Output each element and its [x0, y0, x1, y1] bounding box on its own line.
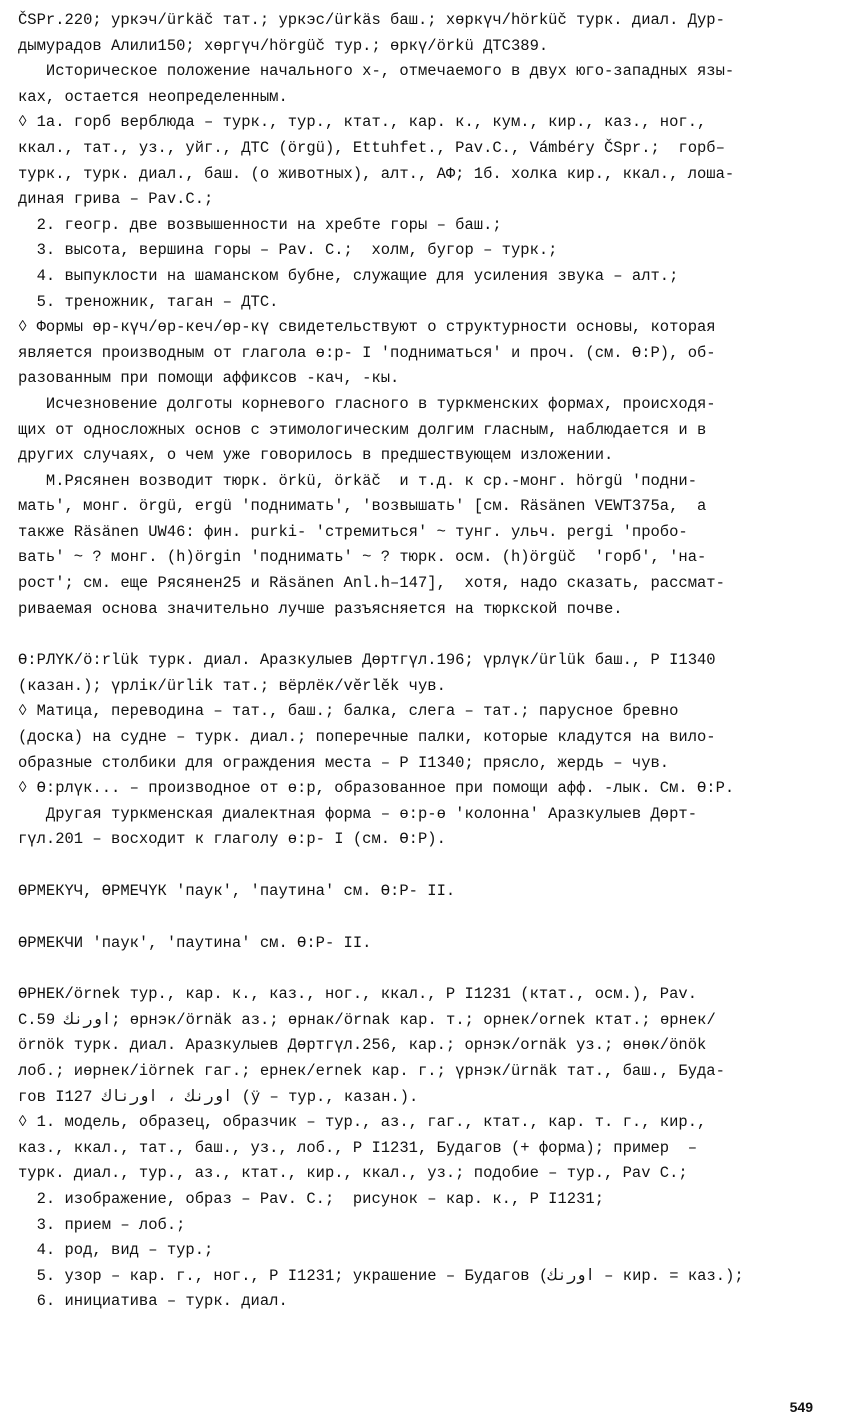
- text-line: örnök турк. диал. Аразкулыев Дөртгүл.256, кар.; орнэк/ornäk уз.; өнөк/önök: [18, 1036, 707, 1055]
- text-line: турк., турк. диал., баш. (о животных), алт., АФ; 1б. холка кир., ккал., лоша-: [18, 164, 735, 183]
- text-line: вать' ~ ? монг. (h)örgin 'поднимать' ~ ? тюрк. осм. (h)örgüč 'горб', 'на-: [18, 548, 707, 567]
- text-line: 4. выпуклости на шаманском бубне, служащие для усиления звука – алт.;: [18, 266, 679, 285]
- entry-separator: [18, 853, 836, 879]
- text-line: образные столбики для ограждения места – Р I1340; прясло, жердь – чув.: [18, 753, 670, 772]
- text-line: является производным от глагола ө:р- I 'подниматься' и проч. (см. Ө:Р), об-: [18, 343, 716, 362]
- text-line: Историческое положение начального х-, отмечаемого в двух юго-западных язы-: [18, 62, 735, 81]
- text-line: 3. высота, вершина горы – Pav. C.; холм, бугор – турк.;: [18, 241, 558, 260]
- text-line: 6. инициатива – турк. диал.: [18, 1292, 288, 1311]
- page-text: [18, 8, 836, 1315]
- dictionary-entry: [18, 648, 836, 853]
- text-line: ◊ Ө:рлүк... – производное от ө:р, образованное при помощи афф. -лык. См. Ө:Р.: [18, 779, 735, 798]
- text-line: (казан.); үрлік/ürlik тат.; вёрлёк/vĕrlĕk чув.: [18, 676, 446, 695]
- text-line: мать', монг. örgü, ergü 'поднимать', 'возвышать' [см. Räsänen VEWT375а, а: [18, 497, 707, 516]
- text-line: каз., ккал., тат., баш., уз., лоб., Р I1231, Будагов (+ форма); пример –: [18, 1138, 698, 1157]
- entry-separator: [18, 956, 836, 982]
- text-line: 2. изображение, образ – Pav. C.; рисунок – кар. к., Р I1231;: [18, 1189, 604, 1208]
- text-line: 3. прием – лоб.;: [18, 1215, 186, 1234]
- text-line: щих от односложных основ с этимологическим долгим гласным, наблюдается и в: [18, 420, 707, 439]
- text-line: лоб.; иөрнек/iörnek гаг.; ернек/ernek кар. г.; үрнэк/ürnäk тат., баш., Будa-: [18, 1061, 725, 1080]
- text-line: ӨРМЕКЧИ 'паук', 'паутина' см. Ө:Р- II.: [18, 933, 372, 952]
- entry-separator: [18, 622, 836, 648]
- text-line: М.Рясянен возводит тюрк. örkü, örkäč и т.д. к ср.-монг. hörgü 'подни-: [18, 471, 698, 490]
- text-line: также Räsänen UW46: фин. purki- 'стремиться' ~ тунг. ульч. pergi 'пробо-: [18, 522, 688, 541]
- text-line: 5. узор – кар. г., ног., Р I1231; украшение – Будагов (اورنك – кир. = каз.);: [18, 1266, 744, 1285]
- dictionary-entry: [18, 931, 836, 957]
- text-line: C.59 اورنك; өрнэк/örnäk аз.; өрнак/örnak кар. т.; орнек/ornek ктат.; өрнек/: [18, 1010, 716, 1029]
- text-line: Другая туркменская диалектная форма – ө:р-ө 'колонна' Аразкулыев Дөрт-: [18, 804, 698, 823]
- text-line: риваемая основа значительно лучше разъясняется на тюркской почве.: [18, 599, 623, 618]
- text-line: гов I127 اورنك ، اورناك (ӱ – тур., казан.).: [18, 1087, 419, 1106]
- text-line: рост'; см. еще Рясянен25 и Räsänen Anl.h–147], хотя, надо сказать, рассмат-: [18, 574, 725, 593]
- text-line: ČSPr.220; уркэч/ürkäč тат.; уркэс/ürkäs баш.; хөркүч/hörküč турк. диал. Дур-: [18, 11, 725, 29]
- dictionary-entry: [18, 982, 836, 1315]
- page-number: 549: [789, 1399, 813, 1415]
- text-line: гүл.201 – восходит к глаголу ө:р- I (см. Ө:Р).: [18, 830, 446, 849]
- text-line: 4. род, вид – тур.;: [18, 1241, 214, 1260]
- text-line: разованным при помощи аффиксов -кач, -кы.: [18, 369, 400, 388]
- text-line: Ө:РЛҮК/ö:rlük турк. диал. Аразкулыев Дөртгүл.196; үрлүк/ürlük баш., Р I1340: [18, 651, 716, 670]
- text-line: ках, остается неопределенным.: [18, 87, 288, 106]
- text-line: 2. геогр. две возвышенности на хребте горы – баш.;: [18, 215, 502, 234]
- text-line: 5. треножник, таган – ДТС.: [18, 292, 279, 311]
- text-line: дымурадов Алили150; хөргүч/hörgüč тур.; өркү/örkü ДТС389.: [18, 36, 549, 55]
- text-line: ◊ 1. модель, образец, образчик – тур., аз., гаг., ктат., кар. т. г., кир.,: [18, 1113, 707, 1132]
- text-line: турк. диал., тур., аз., ктат., кир., ккал., уз.; подобие – тур., Pav C.;: [18, 1164, 688, 1183]
- text-line: ӨРМЕКҮЧ, ӨРМЕЧҮК 'паук', 'паутина' см. Ө:Р- II.: [18, 882, 456, 900]
- text-line: (доска) на судне – турк. диал.; поперечные палки, которые кладутся на вило-: [18, 728, 716, 747]
- text-line: ккал., тат., уз., уйг., ДТС (örgü), Ettuhfet., Pav.C., Vámbéry ČSpr.; горб–: [18, 138, 725, 157]
- text-line: ◊ Формы өр-күч/өр-кеч/өр-кү свидетельствуют о структурности основы, которая: [18, 318, 716, 337]
- text-line: ӨРНЕК/örnek тур., кар. к., каз., ног., ккал., Р I1231 (ктат., осм.), Pav.: [18, 985, 698, 1004]
- text-line: других случаях, о чем уже говорилось в предшествующем изложении.: [18, 446, 614, 465]
- text-line: Исчезновение долготы корневого гласного в туркменских формах, происходя-: [18, 394, 716, 413]
- text-line: ◊ 1а. горб верблюда – турк., тур., ктат., кар. к., кум., кир., каз., ног.,: [18, 113, 707, 132]
- text-line: ◊ Матица, переводина – тат., баш.; балка, слега – тат.; парусное бревно: [18, 702, 679, 721]
- dictionary-entry: [18, 8, 836, 622]
- text-line: диная грива – Pav.C.;: [18, 190, 214, 209]
- dictionary-entry: [18, 879, 836, 905]
- entry-separator: [18, 905, 836, 931]
